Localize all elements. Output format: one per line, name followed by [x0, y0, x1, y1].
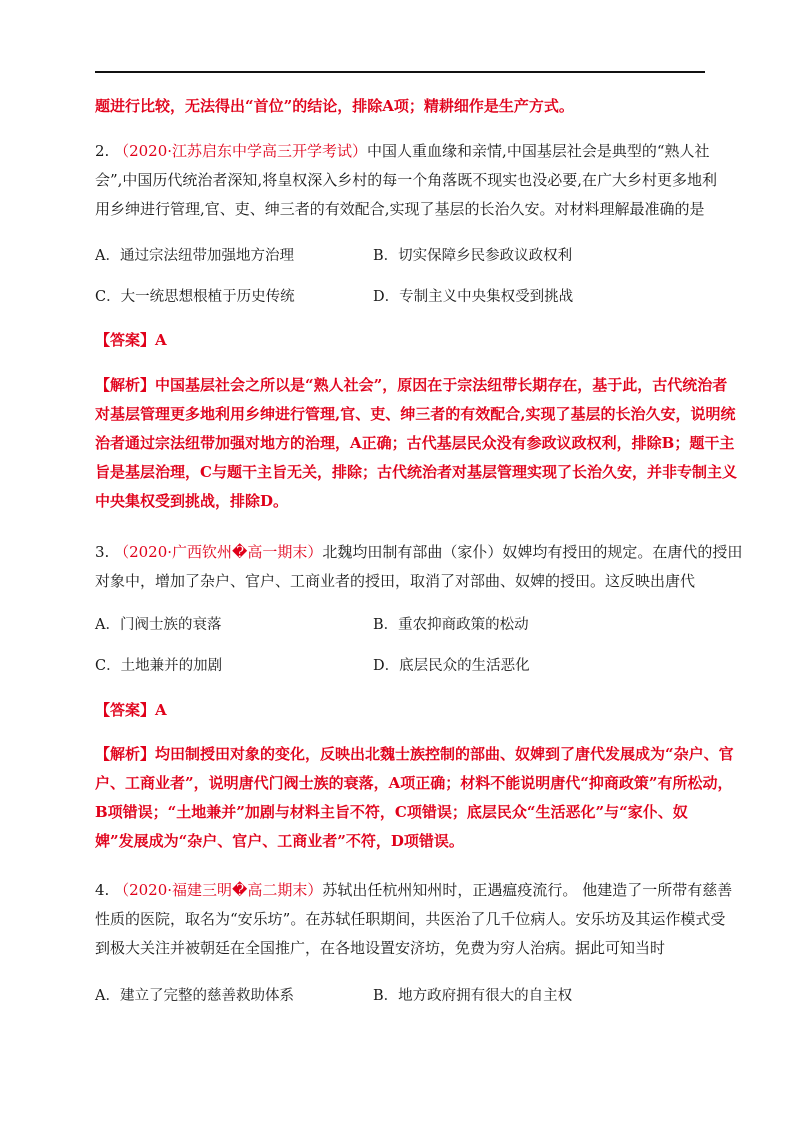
option-b: B．切实保障乡民参政议政权利	[373, 248, 573, 264]
analysis-line: B项错误；“土地兼并”加剧与材料主旨不符，C项错误；底层民众“生活恶化”与“家仆、奴	[95, 803, 688, 821]
stem-line: 到极大关注并被朝廷在全国推广，在各地设置安济坊，免费为穷人治病。据此可知当时	[95, 939, 666, 957]
analysis-line: 旨是基层治理，C与题干主旨无关，排除；古代统治者对基层管理实现了长治久安，并非专制主义	[95, 463, 737, 481]
option-c: C．土地兼并的加剧	[95, 658, 223, 674]
question-2-options-row-1	[95, 244, 705, 268]
answer-label: 【答案】	[95, 331, 156, 349]
stem-line: 苏轼出任杭州知州时，正遇瘟疫流行。 他建造了一所带有慈善	[322, 881, 733, 899]
intro-line: 题进行比较，无法得出“首位”的结论，排除A项；精耕细作是生产方式。	[95, 97, 574, 115]
question-2-stem	[95, 137, 717, 224]
answer-value: A	[155, 331, 167, 349]
option-a: A．门阀士族的衰落	[95, 617, 222, 633]
analysis-label: 【解析】	[95, 376, 156, 394]
question-4-options-row-1	[95, 984, 705, 1008]
question-source: （2020·广西钦州�高一期末）	[114, 543, 323, 561]
stem-line: 北魏均田制有部曲（家仆）奴婢均有授田的规定。在唐代的授田	[322, 543, 743, 561]
analysis-line: 婢”发展成为“杂户、官户、工商业者”不符，D项错误。	[95, 832, 464, 850]
question-2-analysis	[95, 371, 737, 516]
stem-line: 会”,中国历代统治者深知,将皇权深入乡村的每一个角落既不现实也没必要,在广大乡村更多地利	[95, 171, 717, 189]
question-3-answer	[95, 696, 705, 725]
question-4-stem	[95, 876, 733, 963]
analysis-line: 中央集权受到挑战，排除D。	[95, 492, 289, 510]
question-number: 3.	[95, 543, 110, 561]
option-c: C．大一统思想根植于历史传统	[95, 289, 295, 305]
question-number: 2.	[95, 142, 110, 160]
question-3-stem	[95, 538, 743, 596]
analysis-line: 中国基层社会之所以是“熟人社会”，原因在于宗法纽带长期存在，基于此，古代统治者	[155, 376, 728, 394]
analysis-line: 均田制授田对象的变化，反映出北魏士族控制的部曲、奴婢到了唐代发展成为“杂户、官	[155, 745, 734, 763]
stem-line: 用乡绅进行管理,官、吏、绅三者的有效配合,实现了基层的长治久安。对材料理解最准确的是	[95, 200, 705, 218]
question-number: 4.	[95, 881, 110, 899]
option-d: D．专制主义中央集权受到挑战	[373, 289, 574, 305]
stem-line: 中国人重血缘和亲情,中国基层社会是典型的“熟人社	[367, 142, 710, 160]
answer-label: 【答案】	[95, 701, 156, 719]
option-d: D．底层民众的生活恶化	[373, 658, 530, 674]
answer-value: A	[155, 701, 167, 719]
question-3-options-row-2	[95, 654, 705, 678]
option-b: B．地方政府拥有很大的自主权	[373, 988, 573, 1004]
question-2-answer	[95, 326, 705, 355]
question-source: （2020·江苏启东中学高三开学考试）	[114, 142, 368, 160]
option-a: A．通过宗法纽带加强地方治理	[95, 248, 294, 264]
analysis-line: 治者通过宗法纽带加强对地方的治理，A正确；古代基层民众没有参政议政权利，排除B；题干主	[95, 434, 735, 452]
header-rule	[95, 71, 705, 73]
option-a: A．建立了完整的慈善救助体系	[95, 988, 294, 1004]
analysis-line: 对基层管理更多地利用乡绅进行管理,官、吏、绅三者的有效配合,实现了基层的长治久安，说明统	[95, 405, 736, 423]
question-source: （2020·福建三明�高二期末）	[114, 881, 323, 899]
analysis-line: 户、工商业者”，说明唐代门阀士族的衰落，A项正确；材料不能说明唐代“抑商政策”有所松动，	[95, 774, 733, 792]
question-2-options-row-2	[95, 285, 705, 309]
previous-analysis-tail	[95, 92, 705, 121]
stem-line: 对象中，增加了杂户、官户、工商业者的授田，取消了对部曲、奴婢的授田。这反映出唐代	[95, 572, 696, 590]
question-3-analysis	[95, 740, 734, 856]
option-b: B．重农抑商政策的松动	[373, 617, 529, 633]
question-3-options-row-1	[95, 613, 705, 637]
analysis-label: 【解析】	[95, 745, 156, 763]
stem-line: 性质的医院，取名为“安乐坊”。在苏轼任职期间，共医治了几千位病人。安乐坊及其运作模式受	[95, 910, 726, 928]
